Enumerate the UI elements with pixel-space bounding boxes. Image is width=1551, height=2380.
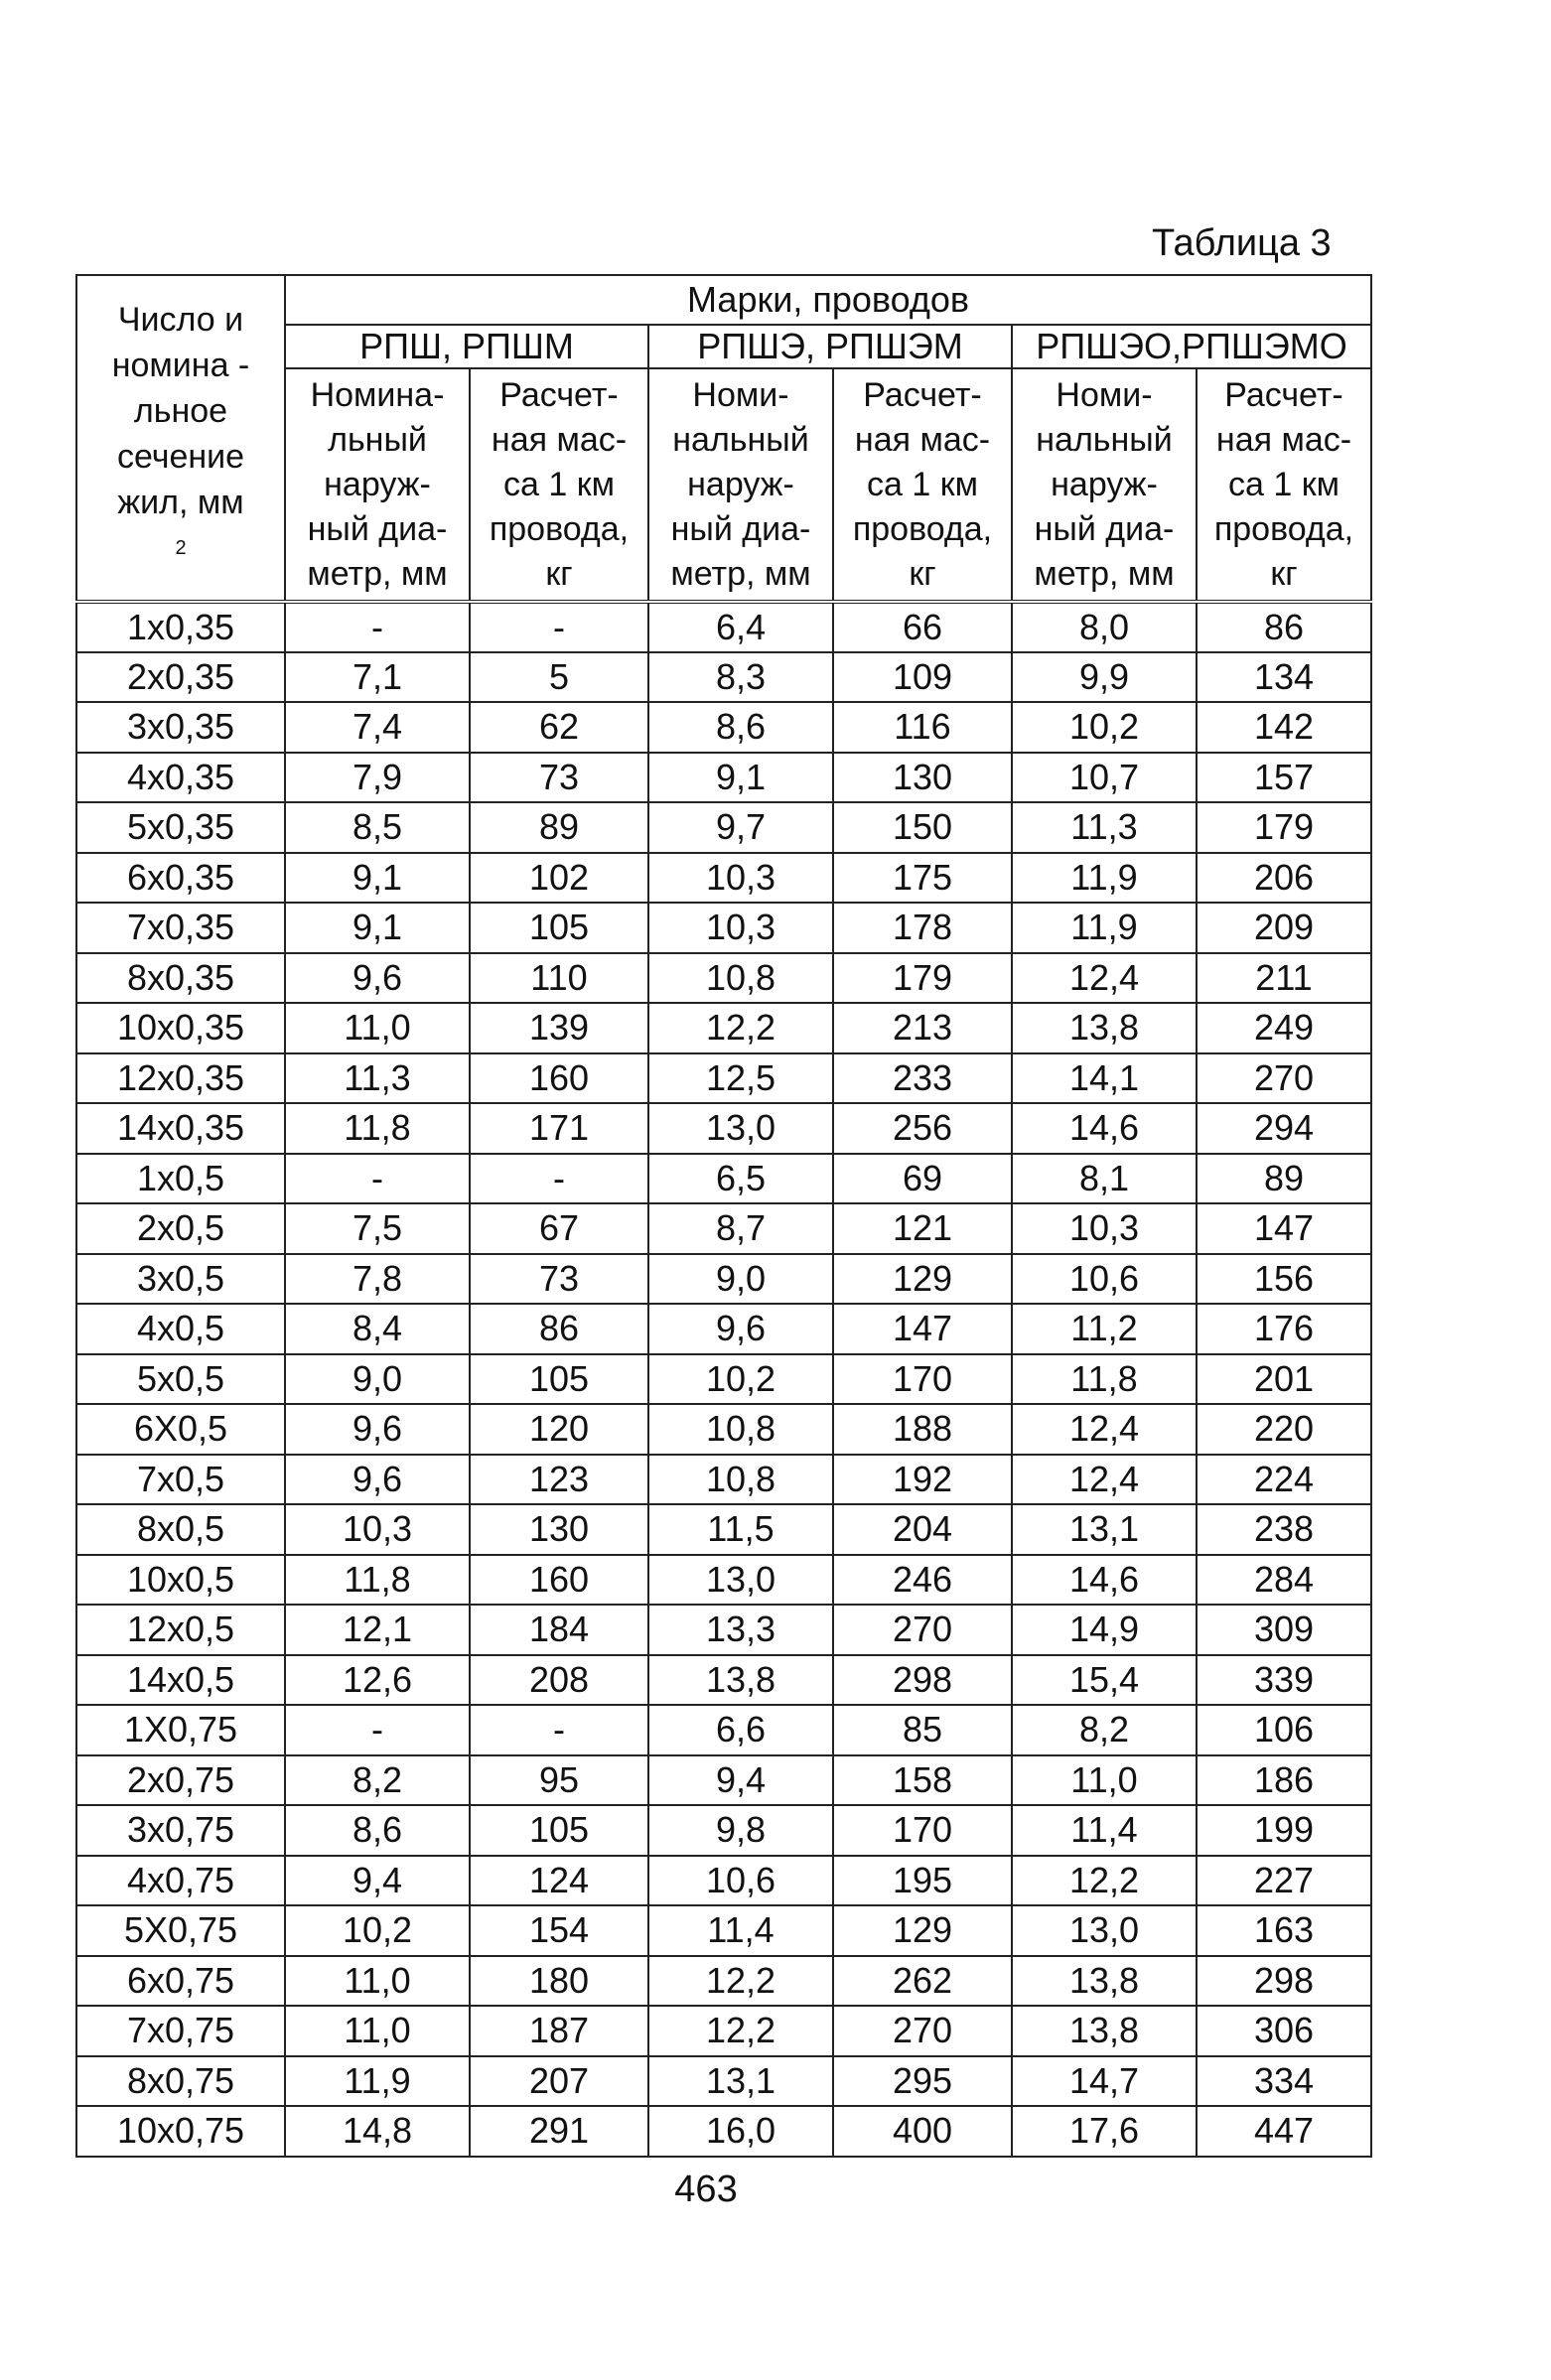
table-row [76,1455,1371,1505]
cell-rpshe-diameter: 8,6 [648,702,833,753]
table-body [76,602,1371,2157]
cell-rpsheo-mass: 306 [1197,2006,1371,2056]
cell-rpsh-diameter: 9,6 [285,1455,470,1505]
cell-cross-section: 10х0,75 [76,2106,285,2157]
cell-cross-section: 6х0,35 [76,853,285,904]
cell-rpshe-mass: 150 [833,802,1012,853]
table-row [76,1354,1371,1405]
cell-rpsheo-diameter: 14,6 [1012,1555,1197,1606]
cell-cross-section: 10х0,35 [76,1003,285,1053]
cell-rpsheo-diameter: 15,4 [1012,1655,1197,1706]
wire-data-table [75,274,1372,2158]
cell-rpshe-diameter: 8,3 [648,652,833,703]
cell-rpsh-diameter: 8,5 [285,802,470,853]
cell-rpshe-mass: 130 [833,753,1012,803]
table-row [76,2006,1371,2056]
cell-rpsh-mass: 180 [470,1956,648,2007]
table-row [76,1705,1371,1755]
cell-rpsh-mass: 187 [470,2006,648,2056]
cell-rpsheo-mass: 163 [1197,1905,1371,1956]
cell-cross-section: 1Х0,75 [76,1705,285,1755]
cell-cross-section: 6Х0,5 [76,1404,285,1455]
cell-rpshe-mass: 213 [833,1003,1012,1053]
cell-rpsh-mass: 73 [470,753,648,803]
cell-rpshe-diameter: 9,1 [648,753,833,803]
cell-rpsh-diameter: - [285,1154,470,1204]
table-row [76,1504,1371,1555]
cell-cross-section: 1х0,5 [76,1154,285,1204]
table-row [76,903,1371,953]
cell-rpsh-diameter: 9,1 [285,903,470,953]
cell-rpsheo-mass: 339 [1197,1655,1371,1706]
stub-header-label: Число и номина - льное сечение жил, мм [111,301,250,522]
cell-cross-section: 2х0,75 [76,1755,285,1806]
cell-rpsh-diameter: 11,0 [285,1003,470,1053]
cell-cross-section: 2х0,35 [76,652,285,703]
table-row [76,1203,1371,1254]
cell-cross-section: 3х0,75 [76,1805,285,1856]
cell-rpshe-mass: 204 [833,1504,1012,1555]
cell-rpsheo-mass: 334 [1197,2056,1371,2107]
cell-rpsheo-mass: 86 [1197,602,1371,652]
cell-rpsh-mass: 171 [470,1103,648,1154]
cell-rpshe-diameter: 10,6 [648,1856,833,1906]
cell-rpsh-mass: 105 [470,1805,648,1856]
cell-rpsh-mass: 110 [470,953,648,1004]
cell-cross-section: 1х0,35 [76,602,285,652]
cell-cross-section: 4х0,35 [76,753,285,803]
cell-rpsheo-diameter: 10,3 [1012,1203,1197,1254]
subheader-diameter: Номина- льный наруж- ный диа- метр, мм [285,368,470,602]
table-row [76,1805,1371,1856]
cell-rpsh-mass: 120 [470,1404,648,1455]
cell-rpshe-mass: 109 [833,652,1012,703]
cell-rpsh-diameter: 7,1 [285,652,470,703]
cell-rpsheo-diameter: 14,1 [1012,1053,1197,1104]
cell-cross-section: 10х0,5 [76,1555,285,1606]
cell-rpshe-mass: 178 [833,903,1012,953]
table-row [76,2056,1371,2107]
cell-rpsh-mass: 62 [470,702,648,753]
cell-rpsheo-mass: 284 [1197,1555,1371,1606]
cell-rpshe-mass: 270 [833,2006,1012,2056]
cell-rpsheo-mass: 201 [1197,1354,1371,1405]
cell-rpsh-mass: 105 [470,1354,648,1405]
cell-rpsheo-diameter: 11,4 [1012,1805,1197,1856]
cell-cross-section: 5х0,35 [76,802,285,853]
cell-rpsh-mass: - [470,1154,648,1204]
cell-rpsheo-mass: 249 [1197,1003,1371,1053]
table-row [76,1605,1371,1655]
cell-rpshe-mass: 188 [833,1404,1012,1455]
table-header [76,275,1371,602]
cell-rpsheo-diameter: 14,6 [1012,1103,1197,1154]
cell-rpsh-diameter: 9,6 [285,953,470,1004]
cell-rpsh-mass: 73 [470,1254,648,1305]
cell-rpshe-diameter: 12,2 [648,1003,833,1053]
cell-cross-section: 6х0,75 [76,1956,285,2007]
cell-rpsheo-diameter: 11,9 [1012,853,1197,904]
table-row [76,1404,1371,1455]
cell-rpsheo-mass: 179 [1197,802,1371,853]
cell-rpsheo-mass: 199 [1197,1805,1371,1856]
table-caption: Таблица 3 [1152,222,1332,264]
cell-rpsh-mass: 89 [470,802,648,853]
cell-rpsheo-mass: 89 [1197,1154,1371,1204]
cell-rpsheo-diameter: 11,8 [1012,1354,1197,1405]
cell-rpshe-mass: 66 [833,602,1012,652]
cell-rpshe-mass: 170 [833,1805,1012,1856]
cell-rpsheo-diameter: 9,9 [1012,652,1197,703]
cell-rpshe-mass: 116 [833,702,1012,753]
table-row [76,1555,1371,1606]
cell-rpshe-diameter: 10,3 [648,903,833,953]
cell-rpsheo-diameter: 13,8 [1012,1956,1197,2007]
subheader-diameter: Номи- нальный наруж- ный диа- метр, мм [1012,368,1197,602]
cell-rpsh-diameter: 8,4 [285,1304,470,1354]
cell-rpsh-diameter: 11,0 [285,1956,470,2007]
subheader-mass: Расчет- ная мас- са 1 км провода, кг [470,368,648,602]
cell-rpsh-mass: 291 [470,2106,648,2157]
cell-rpshe-mass: 69 [833,1154,1012,1204]
cell-rpsh-mass: 124 [470,1856,648,1906]
cell-cross-section: 4х0,75 [76,1856,285,1906]
cell-rpsh-diameter: 11,8 [285,1555,470,1606]
cell-rpsheo-mass: 211 [1197,953,1371,1004]
table-row [76,1254,1371,1305]
cell-rpsheo-mass: 220 [1197,1404,1371,1455]
cell-rpsh-diameter: 10,2 [285,1905,470,1956]
cell-rpshe-diameter: 11,5 [648,1504,833,1555]
cell-rpsh-diameter: 8,6 [285,1805,470,1856]
cell-rpsheo-mass: 157 [1197,753,1371,803]
cell-rpsheo-mass: 309 [1197,1605,1371,1655]
cell-rpsheo-diameter: 14,7 [1012,2056,1197,2107]
cell-cross-section: 14х0,35 [76,1103,285,1154]
cell-rpsh-mass: 123 [470,1455,648,1505]
cell-rpsheo-mass: 298 [1197,1956,1371,2007]
subheader-diameter: Номи- нальный наруж- ный диа- метр, мм [648,368,833,602]
cell-rpsheo-mass: 270 [1197,1053,1371,1104]
cell-rpsh-mass: 160 [470,1555,648,1606]
cell-rpshe-mass: 295 [833,2056,1012,2107]
table-row [76,853,1371,904]
cell-rpshe-mass: 158 [833,1755,1012,1806]
cell-rpsheo-diameter: 17,6 [1012,2106,1197,2157]
cell-rpshe-diameter: 6,6 [648,1705,833,1755]
cell-cross-section: 7х0,75 [76,2006,285,2056]
cell-rpsheo-diameter: 11,9 [1012,903,1197,953]
cell-cross-section: 7х0,35 [76,903,285,953]
cell-rpshe-mass: 270 [833,1605,1012,1655]
cell-rpshe-mass: 400 [833,2106,1012,2157]
cell-rpshe-diameter: 6,5 [648,1154,833,1204]
cell-rpsheo-mass: 209 [1197,903,1371,953]
cell-rpshe-diameter: 9,4 [648,1755,833,1806]
cell-rpsh-diameter: 11,0 [285,2006,470,2056]
cell-rpshe-mass: 179 [833,953,1012,1004]
cell-rpshe-diameter: 13,0 [648,1555,833,1606]
cell-rpsh-diameter: 11,8 [285,1103,470,1154]
cell-rpshe-diameter: 13,1 [648,2056,833,2107]
cell-cross-section: 12х0,35 [76,1053,285,1104]
cell-rpsh-diameter: 7,9 [285,753,470,803]
cell-rpshe-diameter: 11,4 [648,1905,833,1956]
cell-rpshe-mass: 129 [833,1905,1012,1956]
cell-rpsheo-diameter: 8,0 [1012,602,1197,652]
subheader-mass: Расчет- ная мас- са 1 км провода, кг [833,368,1012,602]
cell-rpsh-mass: 160 [470,1053,648,1104]
cell-rpsh-mass: 5 [470,652,648,703]
cell-cross-section: 7х0,5 [76,1455,285,1505]
cell-rpshe-diameter: 13,3 [648,1605,833,1655]
cell-cross-section: 8х0,35 [76,953,285,1004]
table-row [76,1856,1371,1906]
table-row [76,1003,1371,1053]
cell-rpsh-diameter: 8,2 [285,1755,470,1806]
table-row [76,1655,1371,1706]
cell-rpsh-mass: 207 [470,2056,648,2107]
table-row [76,1905,1371,1956]
series-header-rpshe: РПШЭ, РПШЭМ [648,325,1012,368]
table-row [76,1956,1371,2007]
cell-rpsheo-diameter: 11,0 [1012,1755,1197,1806]
cell-rpsheo-mass: 176 [1197,1304,1371,1354]
table-row [76,1053,1371,1104]
cell-rpsheo-diameter: 14,9 [1012,1605,1197,1655]
series-header-rpsheo: РПШЭО,РПШЭМО [1012,325,1371,368]
cell-cross-section: 4х0,5 [76,1304,285,1354]
cell-rpsh-diameter: 12,1 [285,1605,470,1655]
cell-rpsheo-mass: 294 [1197,1103,1371,1154]
cell-cross-section: 8х0,75 [76,2056,285,2107]
cell-rpsh-diameter: 7,8 [285,1254,470,1305]
cell-rpsheo-diameter: 10,6 [1012,1254,1197,1305]
cell-rpshe-mass: 262 [833,1956,1012,2007]
cell-rpsheo-mass: 206 [1197,853,1371,904]
cell-rpsh-diameter: 12,6 [285,1655,470,1706]
cell-rpsh-mass: - [470,1705,648,1755]
cell-rpshe-mass: 175 [833,853,1012,904]
cell-rpsh-diameter: 10,3 [285,1504,470,1555]
cell-rpshe-diameter: 10,2 [648,1354,833,1405]
cell-rpsh-diameter: 11,9 [285,2056,470,2107]
cell-rpsh-diameter: 14,8 [285,2106,470,2157]
table-row [76,652,1371,703]
cell-cross-section: 3х0,35 [76,702,285,753]
cell-rpsh-mass: 130 [470,1504,648,1555]
page-number-wrap [0,2170,1551,2208]
cell-rpshe-diameter: 12,2 [648,2006,833,2056]
cell-cross-section: 12х0,5 [76,1605,285,1655]
cell-rpsheo-mass: 147 [1197,1203,1371,1254]
cell-rpsheo-mass: 224 [1197,1455,1371,1505]
cell-rpsh-diameter: 9,0 [285,1354,470,1405]
cell-rpsheo-diameter: 12,4 [1012,953,1197,1004]
subheader-mass: Расчет- ная мас- са 1 км провода, кг [1197,368,1371,602]
cell-rpshe-diameter: 6,4 [648,602,833,652]
cell-rpshe-mass: 195 [833,1856,1012,1906]
cell-rpsheo-mass: 106 [1197,1705,1371,1755]
cell-rpshe-mass: 85 [833,1705,1012,1755]
cell-rpsheo-diameter: 12,4 [1012,1455,1197,1505]
cell-rpshe-diameter: 12,2 [648,1956,833,2007]
cell-cross-section: 2х0,5 [76,1203,285,1254]
cell-rpshe-diameter: 10,3 [648,853,833,904]
cell-rpshe-diameter: 10,8 [648,1404,833,1455]
cell-rpshe-diameter: 9,0 [648,1254,833,1305]
cell-rpsh-mass: - [470,602,648,652]
cell-cross-section: 5х0,5 [76,1354,285,1405]
table-row [76,953,1371,1004]
cell-rpshe-mass: 121 [833,1203,1012,1254]
cell-rpsheo-mass: 227 [1197,1856,1371,1906]
cell-rpsheo-diameter: 12,4 [1012,1404,1197,1455]
table-row [76,802,1371,853]
cell-rpsh-mass: 95 [470,1755,648,1806]
table-row [76,2106,1371,2157]
cell-rpsh-diameter: 9,6 [285,1404,470,1455]
cell-rpsheo-mass: 134 [1197,652,1371,703]
table-row [76,1755,1371,1806]
cell-rpsh-mass: 105 [470,903,648,953]
table-row [76,1304,1371,1354]
cell-rpsh-diameter: - [285,602,470,652]
cell-rpshe-diameter: 13,0 [648,1103,833,1154]
cell-rpsheo-diameter: 8,1 [1012,1154,1197,1204]
cell-rpshe-diameter: 9,7 [648,802,833,853]
cell-rpsheo-diameter: 13,1 [1012,1504,1197,1555]
cell-rpsh-diameter: 9,4 [285,1856,470,1906]
cell-rpsheo-mass: 238 [1197,1504,1371,1555]
cell-cross-section: 5Х0,75 [76,1905,285,1956]
cell-rpsheo-diameter: 11,2 [1012,1304,1197,1354]
cell-rpsh-diameter: - [285,1705,470,1755]
cell-rpsheo-diameter: 13,8 [1012,2006,1197,2056]
cell-rpsheo-diameter: 10,2 [1012,702,1197,753]
cell-rpsheo-diameter: 12,2 [1012,1856,1197,1906]
cell-rpshe-diameter: 8,7 [648,1203,833,1254]
cell-rpshe-diameter: 10,8 [648,953,833,1004]
cell-rpshe-mass: 170 [833,1354,1012,1405]
cell-rpsh-diameter: 9,1 [285,853,470,904]
cell-rpshe-diameter: 9,8 [648,1805,833,1856]
table-row [76,602,1371,652]
cell-rpshe-diameter: 13,8 [648,1655,833,1706]
cell-rpsh-mass: 184 [470,1605,648,1655]
series-header-rpsh: РПШ, РПШМ [285,325,648,368]
cell-rpsheo-diameter: 10,7 [1012,753,1197,803]
table-row [76,702,1371,753]
cell-rpshe-mass: 298 [833,1655,1012,1706]
cell-rpshe-diameter: 12,5 [648,1053,833,1104]
cell-cross-section: 3х0,5 [76,1254,285,1305]
stub-header-superscript: 2 [175,537,187,560]
cell-rpsheo-mass: 142 [1197,702,1371,753]
table-row [76,1103,1371,1154]
cell-rpshe-diameter: 16,0 [648,2106,833,2157]
stub-header [76,275,285,602]
cell-rpsh-mass: 102 [470,853,648,904]
cell-rpshe-mass: 233 [833,1053,1012,1104]
cell-rpsheo-diameter: 13,8 [1012,1003,1197,1053]
cell-cross-section: 8х0,5 [76,1504,285,1555]
cell-rpsheo-mass: 156 [1197,1254,1371,1305]
cell-rpsheo-mass: 447 [1197,2106,1371,2157]
cell-rpshe-mass: 256 [833,1103,1012,1154]
cell-rpsh-mass: 139 [470,1003,648,1053]
cell-rpsh-mass: 86 [470,1304,648,1354]
cell-rpshe-mass: 192 [833,1455,1012,1505]
cell-rpshe-diameter: 9,6 [648,1304,833,1354]
cell-rpsh-mass: 67 [470,1203,648,1254]
cell-rpsheo-mass: 186 [1197,1755,1371,1806]
cell-rpsheo-diameter: 11,3 [1012,802,1197,853]
cell-rpsheo-diameter: 8,2 [1012,1705,1197,1755]
cell-rpsh-mass: 154 [470,1905,648,1956]
cell-rpshe-mass: 246 [833,1555,1012,1606]
table-row [76,753,1371,803]
cell-rpshe-mass: 129 [833,1254,1012,1305]
table-row [76,1154,1371,1204]
cell-rpsh-diameter: 11,3 [285,1053,470,1104]
cell-rpsh-diameter: 7,5 [285,1203,470,1254]
page-number: 463 [674,2169,738,2210]
brands-header: Марки, проводов [285,275,1371,325]
cell-rpsheo-diameter: 13,0 [1012,1905,1197,1956]
cell-rpshe-diameter: 10,8 [648,1455,833,1505]
cell-rpsh-diameter: 7,4 [285,702,470,753]
cell-rpshe-mass: 147 [833,1304,1012,1354]
cell-rpsh-mass: 208 [470,1655,648,1706]
cell-cross-section: 14х0,5 [76,1655,285,1706]
